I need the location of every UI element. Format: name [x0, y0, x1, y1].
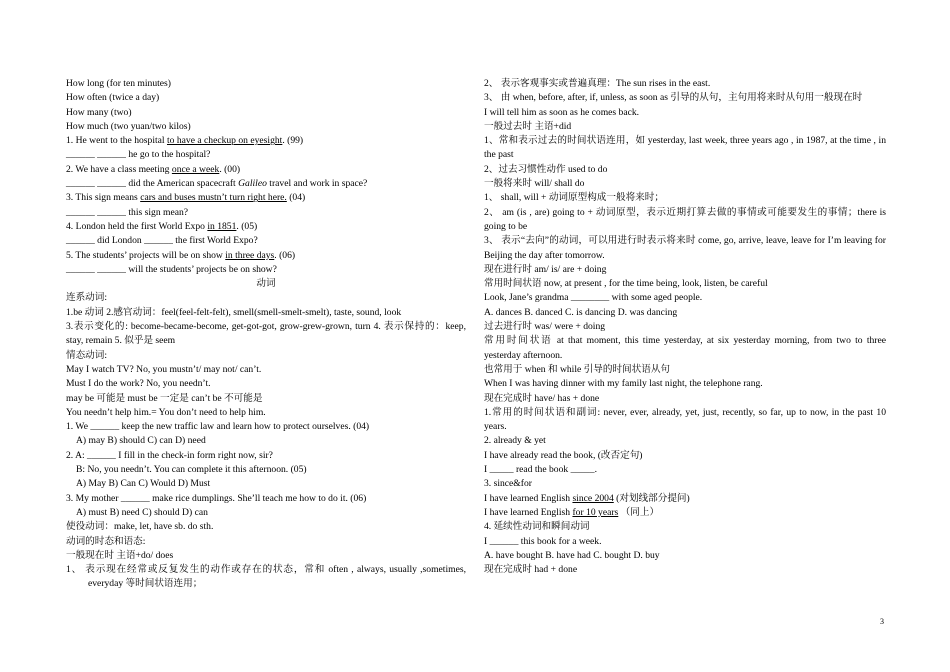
text-line: A) must B) need C) should D) can [76, 506, 208, 518]
text-line: 3. My mother ______ make rice dumplings. She’ll teach me how to do it. (06) [66, 492, 367, 504]
text-segment: . (99) [282, 135, 304, 147]
text-line: 一般现在时 主语+do/ does [66, 549, 174, 561]
text-line: 2、 表示客观事实或普遍真理：The sun rises in the east. [484, 78, 711, 89]
text-segment: 4. London held the first World Expo [66, 220, 208, 232]
text-line: 3、 由 when, before, after, if, unless, as soon as 引导的从句，主句用将来时从句用一般现在时 [484, 92, 863, 104]
text-line: I _____ read the book _____. [484, 464, 597, 476]
text-line: 情态动词: [66, 349, 108, 361]
right-column [484, 77, 886, 577]
text-line: May I watch TV? No, you mustn’t/ may not/ can’t. [66, 363, 262, 375]
text-segment: （同上） [618, 506, 660, 518]
text-line: How long (for ten minutes) [66, 78, 171, 89]
section-heading: 动词 [256, 278, 276, 290]
text-line: 一般将来时 will/ shall do [484, 178, 585, 190]
text-line [66, 134, 466, 148]
text-line: 3. since&for [484, 478, 532, 490]
italic-text: Galileo [238, 178, 267, 190]
text-line: 动词的时态和语态: [66, 535, 146, 547]
text-line: 也常用于 when 和 while 引导的时间状语从句 [484, 363, 671, 375]
text-line: 1、 shall, will + 动词原型构成一般将来时； [484, 192, 664, 204]
underlined-text: since 2004 [572, 492, 614, 504]
text-segment: 5. The students’ projects will be on show [66, 249, 226, 261]
text-line: 常用时间状语 now, at present , for the time being, look, listen, be careful [484, 278, 768, 290]
text-line: 3、 表示“去向”的动词，可以用进行时表示将来时 come, go, arrive, leave, leave for I’m leaving for Beijing the day after tomorrow. [484, 235, 886, 261]
text-line: A) May B) Can C) Would D) Must [76, 478, 211, 490]
text-line: 一般过去时 主语+did [484, 120, 572, 132]
text-line: 常用时间状语 at that moment, this time yesterday, at six yesterday morning, from two to three yesterday afternoon. [484, 335, 886, 361]
underlined-text: once a week [171, 163, 220, 175]
text-line: 1.be 动词 2.感官动词：feel(feel-felt-felt), smell(smell-smelt-smelt), taste, sound, look [66, 306, 402, 318]
text-line: A. have bought B. have had C. bought D. buy [484, 549, 660, 561]
text-line: Look, Jane’s grandma ________ with some aged people. [484, 292, 703, 304]
text-line: 使役动词：make, let, have sb. do sth. [66, 521, 214, 533]
text-line: Must I do the work? No, you needn’t. [66, 378, 211, 390]
underlined-text: cars and buses mustn’t turn right here. [140, 192, 287, 204]
text-segment: I have learned English [484, 492, 573, 504]
text-segment: (对划线部分提问) [613, 492, 690, 504]
text-line [484, 506, 886, 520]
text-line: ______ ______ will the students’ projects be on show? [66, 263, 277, 275]
text-line: 现在完成时 have/ has + done [484, 392, 600, 404]
text-line: B: No, you needn’t. You can complete it this afternoon. (05) [76, 464, 307, 476]
text-line [66, 220, 466, 234]
text-line: A. dances B. danced C. is dancing D. was dancing [484, 306, 678, 318]
text-segment: travel and work in space? [266, 178, 368, 190]
text-line: 2、过去习惯性动作 used to do [484, 163, 608, 175]
text-line: may be 可能是 must be 一定是 can’t be 不可能是 [66, 392, 263, 404]
text-line: I ______ this book for a week. [484, 535, 602, 547]
text-line: 1. We ______ keep the new traffic law and learn how to protect ourselves. (04) [66, 421, 370, 433]
text-segment: (04) [286, 192, 306, 204]
page-number: 3 [880, 617, 884, 626]
text-line: How much (two yuan/two kilos) [66, 120, 191, 132]
text-line [66, 163, 466, 177]
text-segment: I have learned English [484, 506, 573, 518]
text-line: I have already read the book, (改否定句) [484, 449, 643, 461]
text-line: 1.常用的时间状语和副词: never, ever, already, yet, just, recently, so far, up to now, in the past 10 years. [484, 406, 886, 433]
text-line [484, 492, 886, 506]
underlined-text: for 10 years [572, 506, 619, 518]
text-line: ______ ______ he go to the hospital? [66, 149, 211, 161]
text-line: 2. already & yet [484, 435, 546, 447]
text-line [66, 249, 466, 263]
text-line [66, 177, 466, 191]
underlined-text: in three days [225, 249, 275, 261]
text-segment: . (00) [219, 163, 241, 175]
text-segment: 2. We have a class meeting [66, 163, 172, 175]
text-line: I will tell him as soon as he comes back. [484, 106, 640, 118]
text-line: You needn’t help him.= You don’t need to help him. [66, 406, 266, 418]
left-column [66, 77, 466, 592]
text-segment: ______ ______ did the American spacecraft [66, 178, 239, 190]
text-line: ______ ______ this sign mean? [66, 206, 189, 218]
text-line: How often (twice a day) [66, 92, 160, 104]
text-segment: . (06) [274, 249, 296, 261]
text-line: ______ did London ______ the first World Expo? [66, 235, 258, 247]
text-line: A) may B) should C) can D) need [76, 435, 206, 447]
text-line: 4. 延续性动词和瞬间动词 [484, 521, 590, 533]
text-segment: 1. He went to the hospital [66, 135, 167, 147]
text-line: 2. A: ______ I fill in the check-in form right now, sir? [66, 449, 273, 461]
underlined-text: to have a checkup on eyesight [166, 135, 283, 147]
underlined-text: in 1851 [207, 220, 237, 232]
text-line: 2、 am (is , are) going to + 动词原型，表示近期打算去做的事情或可能要发生的事情；there is going to be [484, 206, 886, 232]
text-line: When I was having dinner with my family last night, the telephone rang. [484, 378, 763, 390]
text-segment: 3. This sign means [66, 192, 141, 204]
text-segment: . (05) [236, 220, 258, 232]
text-line: 连系动词: [66, 292, 108, 304]
text-line [66, 191, 466, 205]
text-line: 过去进行时 was/ were + doing [484, 321, 606, 333]
text-line: 1、常和表示过去的时间状语连用，如 yesterday, last week, three years ago , in 1987, at the time , in the past [484, 135, 886, 161]
text-line: How many (two) [66, 106, 132, 118]
text-line: 1、 表示现在经常或反复发生的动作或存在的状态，常和 often , always, usually ,sometimes, everyday 等时间状语连用； [66, 564, 466, 590]
text-line: 3.表示变化的: become-became-become, get-got-got, grow-grew-grown, turn 4. 表示保持的：keep, stay, remain 5. 似乎是 seem [66, 321, 466, 347]
text-line: 现在进行时 am/ is/ are + doing [484, 263, 607, 275]
text-line: 现在完成时 had + done [484, 564, 578, 576]
